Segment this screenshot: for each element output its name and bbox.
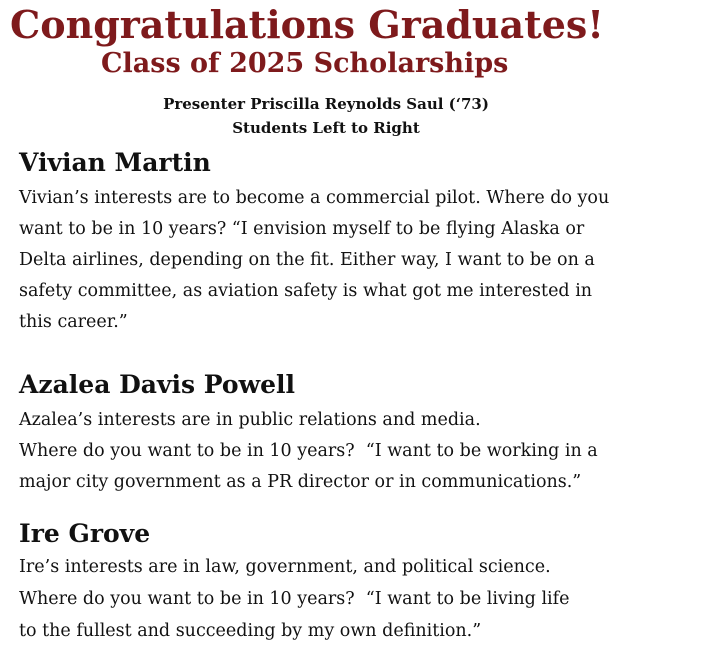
student-name: Ire Grove bbox=[19, 519, 151, 548]
student-name: Vivian Martin bbox=[19, 148, 211, 177]
student-bio: Azalea’s interests are in public relations and media. Where do you want to be in 10 years? “I want to be working in a major city government as a PR director or in communications.” bbox=[19, 410, 598, 492]
student-section-ire-grove bbox=[19, 517, 703, 647]
order-note: Students Left to Right bbox=[232, 119, 420, 137]
student-bio: Ire’s interests are in law, government, and political science. Where do you want to be in 10 years? “I want to be living life to the fullest and succeeding by my own definition.” bbox=[19, 557, 570, 641]
student-section-vivian-martin bbox=[19, 146, 703, 338]
page-subtitle: Class of 2025 Scholarships bbox=[101, 48, 509, 79]
presenter-line: Presenter Priscilla Reynolds Saul (‘73) bbox=[163, 95, 489, 113]
page-title: Congratulations Graduates! bbox=[10, 2, 604, 47]
student-bio: Vivian’s interests are to become a commercial pilot. Where do you want to be in 10 years? “I envision myself to be flying Alaska or Delta airlines, depending on the fit. Either way, I want to be on a safety committee, as aviation safety is what got me interested in this career.” bbox=[19, 188, 610, 332]
student-name: Azalea Davis Powell bbox=[19, 370, 296, 399]
student-section-azalea-davis-powell bbox=[19, 368, 703, 498]
